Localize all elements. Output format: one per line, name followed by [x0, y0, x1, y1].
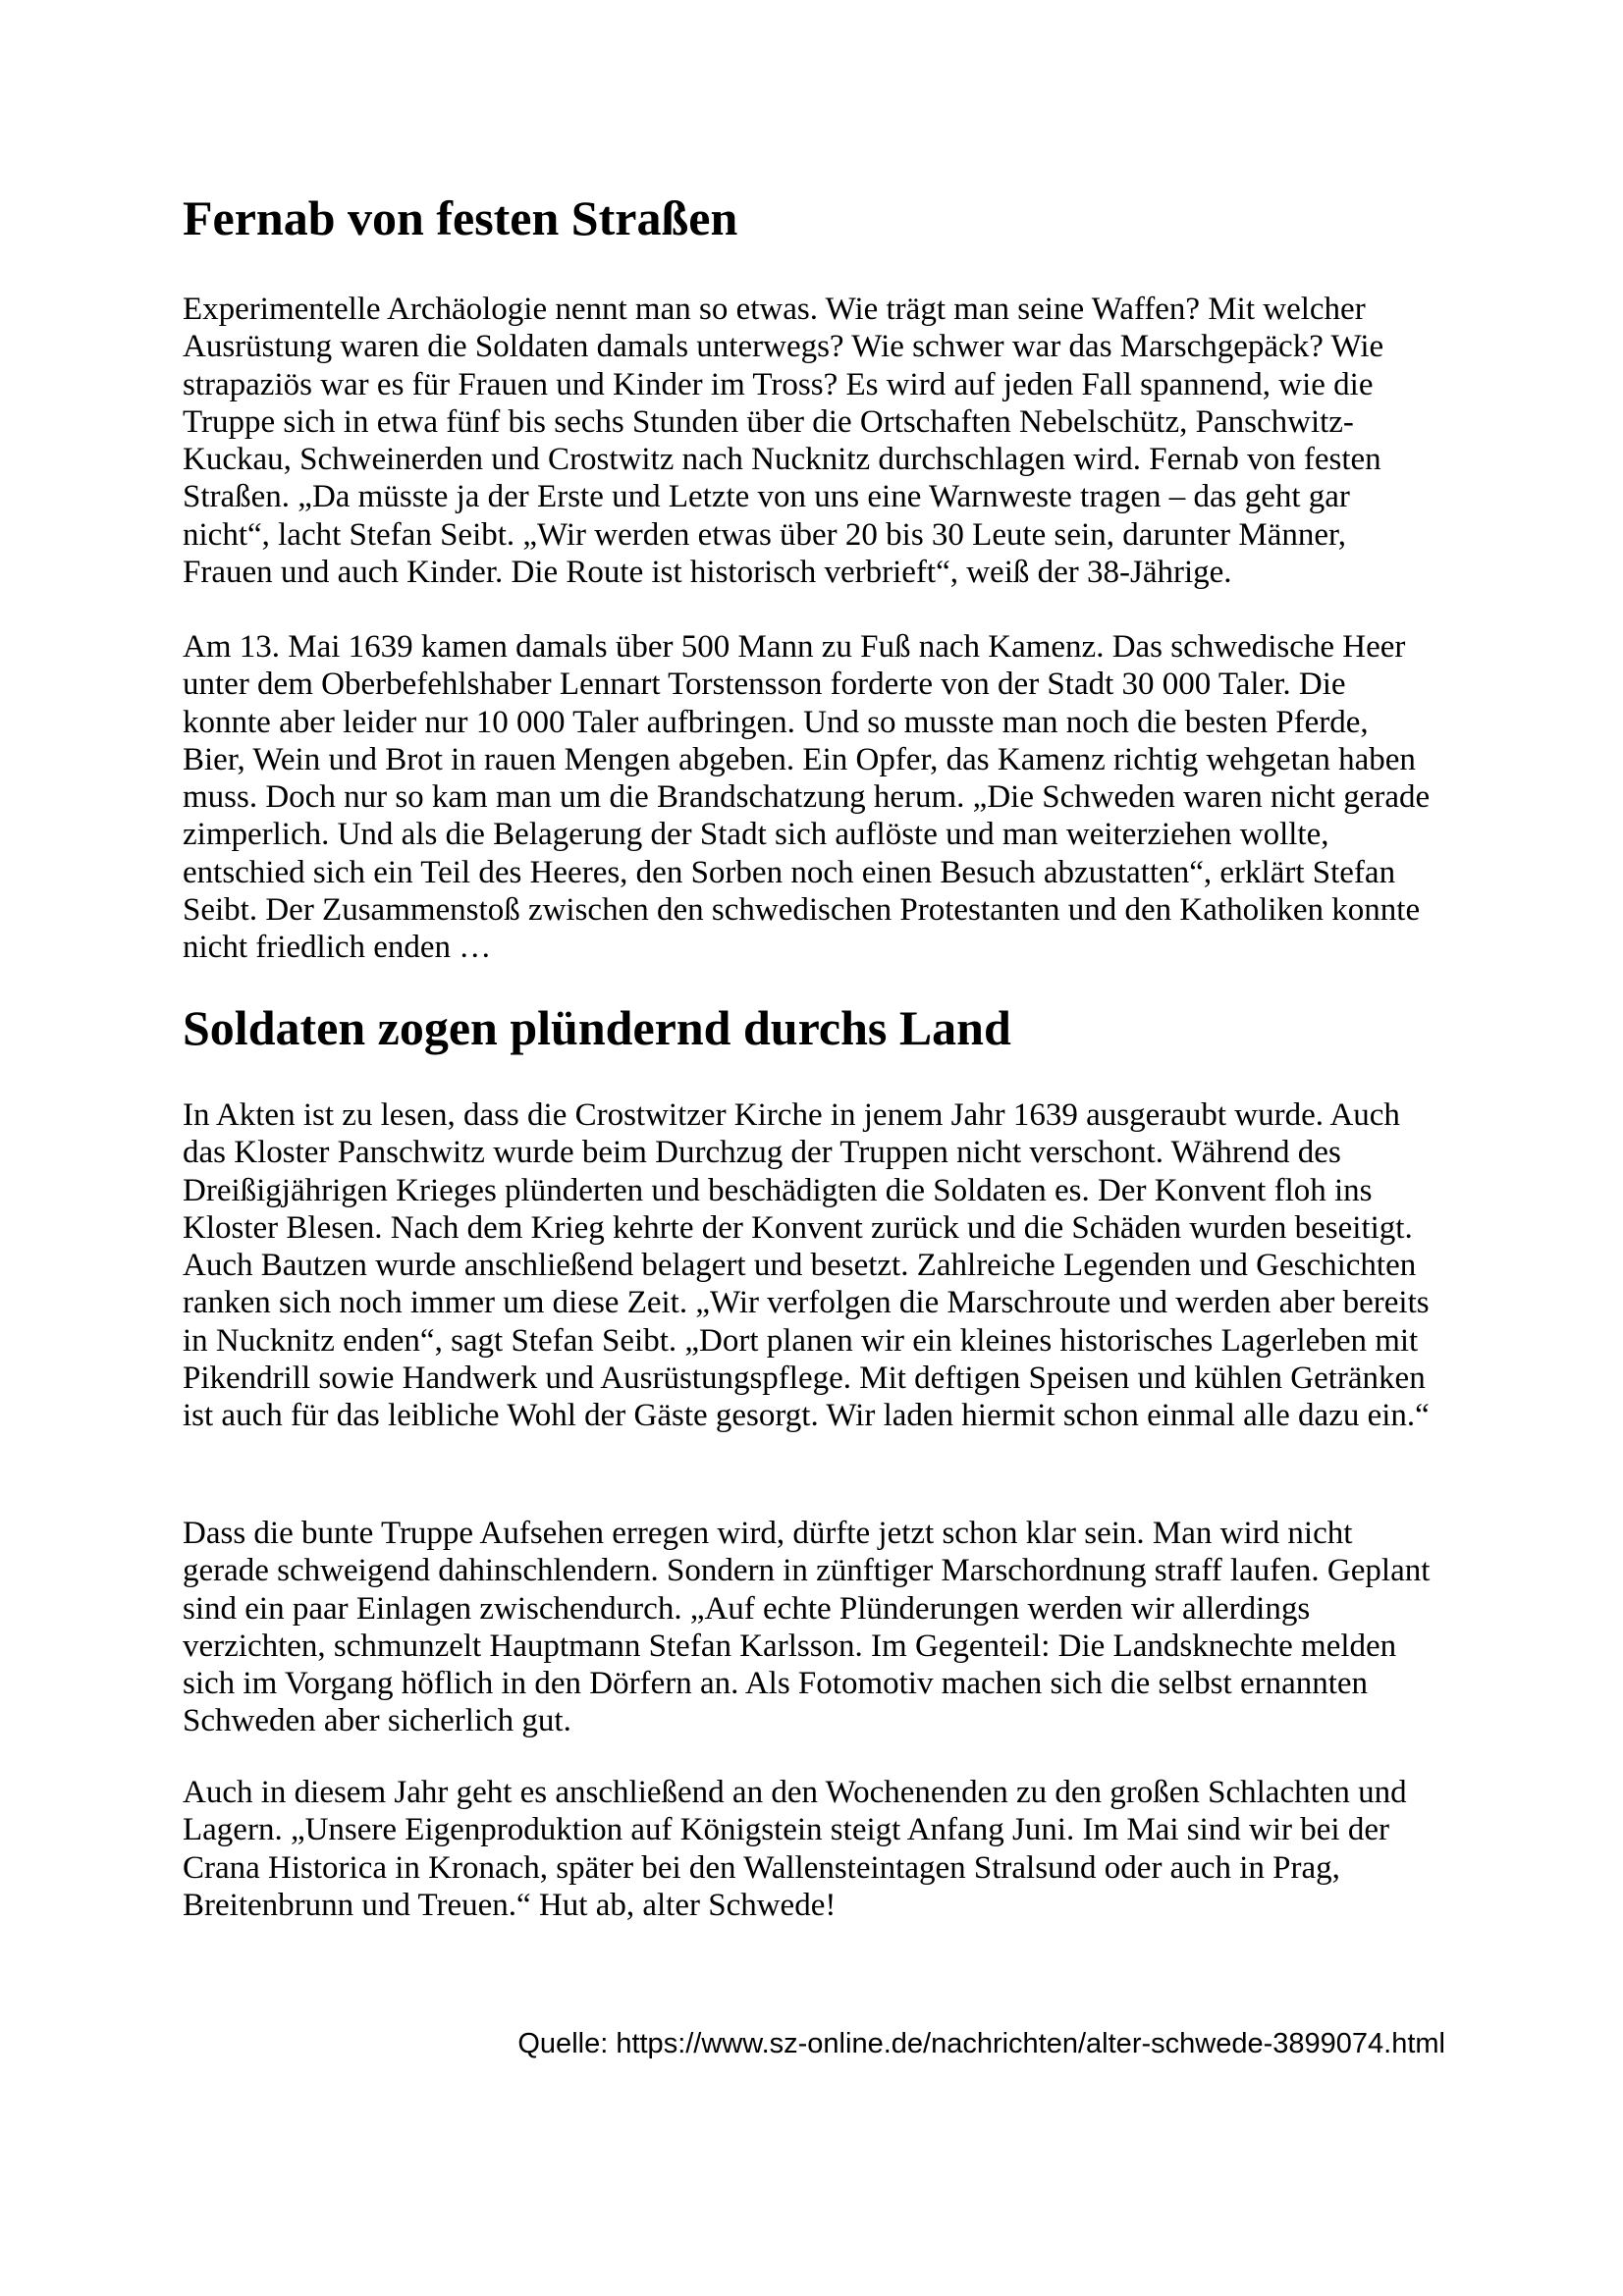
paragraph-am-13-mai-1639: Am 13. Mai 1639 kamen damals über 500 Mann zu Fuß nach Kamenz. Das schwedische Heer unter dem Oberbefehlshaber Lennart Torstensson forderte von der Stadt 30 000 Taler. Die konnte aber leider nur 10 000 Taler aufbringen. Und so musste man noch die besten Pferde, Bier, Wein und Brot in rauen Mengen abgeben. Ein Opfer, das Kamenz richtig wehgetan haben muss. Doch nur so kam man um die Brandschatzung herum. „Die Schweden waren nicht gerade zimperlich. Und als die Belagerung der Stadt sich auflöste und man weiterziehen wollte, entschied sich ein Teil des Heeres, den Sorben noch einen Besuch abzustatten“, erklärt Stefan Seibt. Der Zusammenstoß zwischen den schwedischen Protestanten und den Katholiken konnte nicht friedlich enden …: [183, 629, 1431, 966]
source-citation: Quelle: https://www.sz-online.de/nachrichten/alter-schwede-3899074.html: [517, 2028, 1445, 2059]
paragraph-dass-die-bunte-truppe: Dass die bunte Truppe Aufsehen erregen wird, dürfte jetzt schon klar sein. Man wird nicht gerade schweigend dahinschlendern. Sondern in zünftiger Marschordnung straff laufen. Geplant sind ein paar Einlagen zwischendurch. „Auf echte Plünderungen werden wir allerdings verzichten, schmunzelt Hauptmann Stefan Karlsson. Im Gegenteil: Die Landsknechte melden sich im Vorgang höflich in den Dörfern an. Als Fotomotiv machen sich die selbst ernannten Schweden aber sicherlich gut.: [183, 1516, 1431, 1739]
paragraph-experimentelle-archaeologie: Experimentelle Archäologie nennt man so etwas. Wie trägt man seine Waffen? Mit welcher Ausrüstung waren die Soldaten damals unterwegs? Wie schwer war das Marschgepäck? Wie strapaziös war es für Frauen und Kinder im Tross? Es wird auf jeden Fall spannend, wie die Truppe sich in etwa fünf bis sechs Stunden über die Ortschaften Nebelschütz, Panschwitz-Kuckau, Schweinerden und Crostwitz nach Nucknitz durchschlagen wird. Fernab von festen Straßen. „Da müsste ja der Erste und Letzte von uns eine Warnweste tragen – das geht gar nicht“, lacht Stefan Seibt. „Wir werden etwas über 20 bis 30 Leute sein, darunter Männer, Frauen und auch Kinder. Die Route ist historisch verbrieft“, weiß der 38-Jährige.: [183, 292, 1384, 591]
article-heading-soldaten-zogen-pluendernd: Soldaten zogen plündernd durchs Land: [183, 1000, 1011, 1055]
paragraph-auch-in-diesem-jahr: Auch in diesem Jahr geht es anschließend an den Wochenenden zu den großen Schlachten und Lagern. „Unsere Eigenproduktion auf Königstein steigt Anfang Juni. Im Mai sind wir bei der Crana Historica in Kronach, später bei den Wallensteintagen Stralsund oder auch in Prag, Breitenbrunn und Treuen.“ Hut ab, alter Schwede!: [183, 1775, 1407, 1923]
article-heading-fernab-von-festen-strassen: Fernab von festen Straßen: [183, 190, 738, 245]
paragraph-in-akten-ist-zu-lesen: In Akten ist zu lesen, dass die Crostwitzer Kirche in jenem Jahr 1639 ausgeraubt wurde. Auch das Kloster Panschwitz wurde beim Durchzug der Truppen nicht verschont. Während des Dreißigjährigen Krieges plünderten und beschädigten die Soldaten es. Der Konvent floh ins Kloster Blesen. Nach dem Krieg kehrte der Konvent zurück und die Schäden wurden beseitigt. Auch Bautzen wurde anschließend belagert und besetzt. Zahlreiche Legenden und Geschichten ranken sich noch immer um diese Zeit. „Wir verfolgen die Marschroute und werden aber bereits in Nucknitz enden“, sagt Stefan Seibt. „Dort planen wir ein kleines historisches Lagerleben mit Pikendrill sowie Handwerk und Ausrüstungspflege. Mit deftigen Speisen und kühlen Getränken ist auch für das leibliche Wohl der Gäste gesorgt. Wir laden hiermit schon einmal alle dazu ein.“: [183, 1097, 1430, 1434]
